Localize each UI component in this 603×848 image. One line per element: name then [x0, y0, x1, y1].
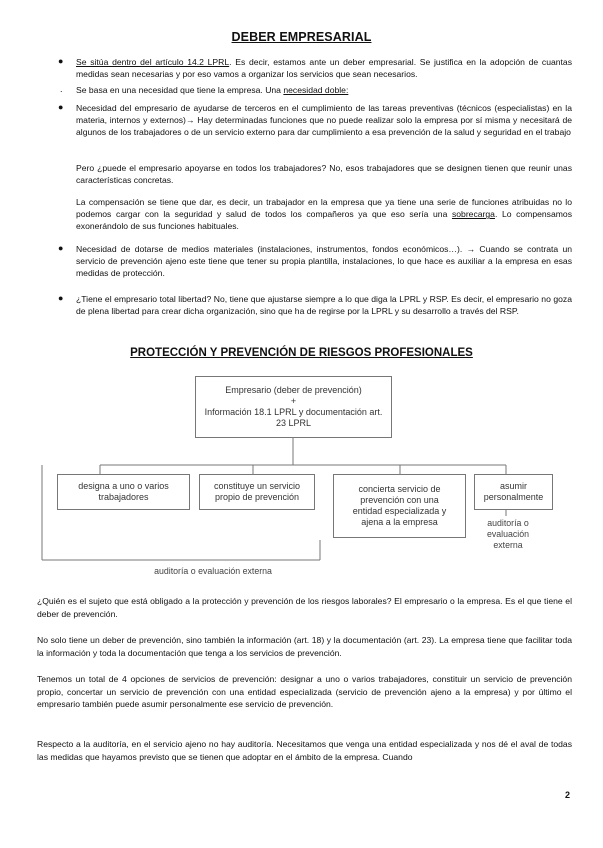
page-number: 2: [564, 790, 570, 800]
top-box: [195, 376, 392, 438]
underlined-text: sobrecarga: [451, 209, 495, 220]
box-line: Empresario (deber de prevención): [225, 385, 362, 395]
label-line: externa: [493, 540, 523, 550]
box-line: constituye un servicio: [213, 481, 301, 491]
box-line: trabajadores: [98, 492, 149, 502]
box-line: concierta servicio de: [358, 484, 441, 494]
paragraph: No solo tiene un deber de prevención, sino también la información (art. 18) y la documentación (art. 23). La empresa tiene que facilitar toda la información y toda la documentación que tenga a los servicios de prevención.: [37, 635, 572, 658]
bullet-text: La compensación se tiene que dar, es decir, un trabajador en la empresa que ya tiene una serie de funciones atribuidas no lo podemos cargar con la seguridad y salud de todos los compañeros ya que eso sería una: [76, 197, 572, 220]
option-box-own-service: [199, 474, 315, 510]
option-box-designate: [57, 474, 190, 510]
box-line: designa a uno o varios: [78, 481, 169, 491]
box-line: propio de prevención: [214, 492, 300, 502]
bullet-dot: ●: [58, 293, 64, 303]
bullet-item: ¿Tiene el empresario total libertad? No, tiene que ajustarse siempre a lo que diga la LPRL y RSP. Es decir, el empresario no goza de plena libertad para crear dicha organización, sino que ha de regirse por la LPRL y su desarrollo a través del RSP.: [76, 294, 572, 317]
bullet-continuation: Pero ¿puede el empresario apoyarse en todos los trabajadores? No, esos trabajadores que se designen tienen que reunir unas características concretas.: [76, 163, 572, 186]
option-box-external-service: [333, 474, 466, 538]
right-audit-label: [478, 518, 538, 551]
paragraph: Respecto a la auditoría, en el servicio ajeno no hay auditoría. Necesitamos que venga una entidad especializada y nos dé el aval de todas las medidas que hayamos previsto que se tienen que adoptar en el ámbito de la empresa. Cuando: [37, 739, 572, 762]
box-line: personalmente: [483, 492, 544, 502]
bullet-item: Necesidad de dotarse de medios materiales (instalaciones, instrumentos, fondos económicos…). → Cuando se contrata un servicio de prevención ajeno este tiene que tener su propia plantilla, instalaciones, lo que hace es auxiliar a la empresa en esas medidas de protección.: [76, 244, 572, 279]
paragraph: ¿Quién es el sujeto que está obligado a la protección y prevención de los riesgos laborales? El empresario o la empresa. Es el que tiene el deber de prevención.: [37, 596, 572, 619]
box-line: Información 18.1 LPRL y documentación art.: [204, 407, 383, 417]
bullet-text: . Lo compensamos exonerándolo de sus funciones habituales.: [76, 209, 572, 232]
bullet-dot: ●: [58, 243, 64, 253]
underlined-text: Se sitúa dentro del artículo 14.2 LPRL: [76, 57, 230, 67]
label-line: auditoría o: [487, 518, 529, 528]
section-subtitle: PROTECCIÓN Y PREVENCIÓN DE RIESGOS PROFESIONALES: [130, 347, 473, 359]
box-line: +: [290, 396, 297, 406]
paragraph: Tenemos un total de 4 opciones de servicios de prevención: designar a uno o varios trabajadores, constituir un servicio de prevención propio, concertar un servicio de prevención con una entidad especializada (servicio de prevención ajeno a la empresa) y por último el empresario también puede asumir personalmente ese servicio de prevención.: [37, 674, 572, 710]
box-line: ajena a la empresa: [361, 517, 438, 527]
option-box-assume: [474, 474, 553, 510]
underlined-text: necesidad doble:: [283, 85, 349, 95]
bullet-item: Necesidad del empresario de ayudarse de terceros en el cumplimiento de las tareas preventivas (técnicos (especialistas) en la materia, internos y externos)→ Hay determinadas funciones que no puede realizar solo la empresa por sí misma y necesitará de algunos de los trabajadores o de un servicio externo para dar cumplimiento a esa prevención de la salud y seguridad en el trabajo: [76, 103, 572, 138]
label-line: evaluación: [486, 529, 530, 539]
bullet-dot: ●: [58, 102, 64, 112]
box-line: 23 LPRL: [275, 418, 312, 428]
bullet-dot: ●: [58, 56, 64, 66]
bullet-text: Se basa en una necesidad que tiene la empresa. Una: [76, 85, 284, 95]
bullet-text: . Es decir, estamos ante un deber empresarial. Se justifica en la adopción de cuantas medidas sean necesarias y por eso vamos a organizar los servicios que sean necesarios.: [76, 57, 572, 80]
box-line: asumir: [499, 481, 527, 491]
box-line: entidad especializada y: [352, 506, 447, 516]
page-title: DEBER EMPRESARIAL: [231, 30, 372, 44]
bullet-dot: .: [60, 84, 63, 94]
bottom-audit-label: auditoría o evaluación externa: [154, 566, 272, 576]
box-line: prevención con una: [360, 495, 439, 505]
